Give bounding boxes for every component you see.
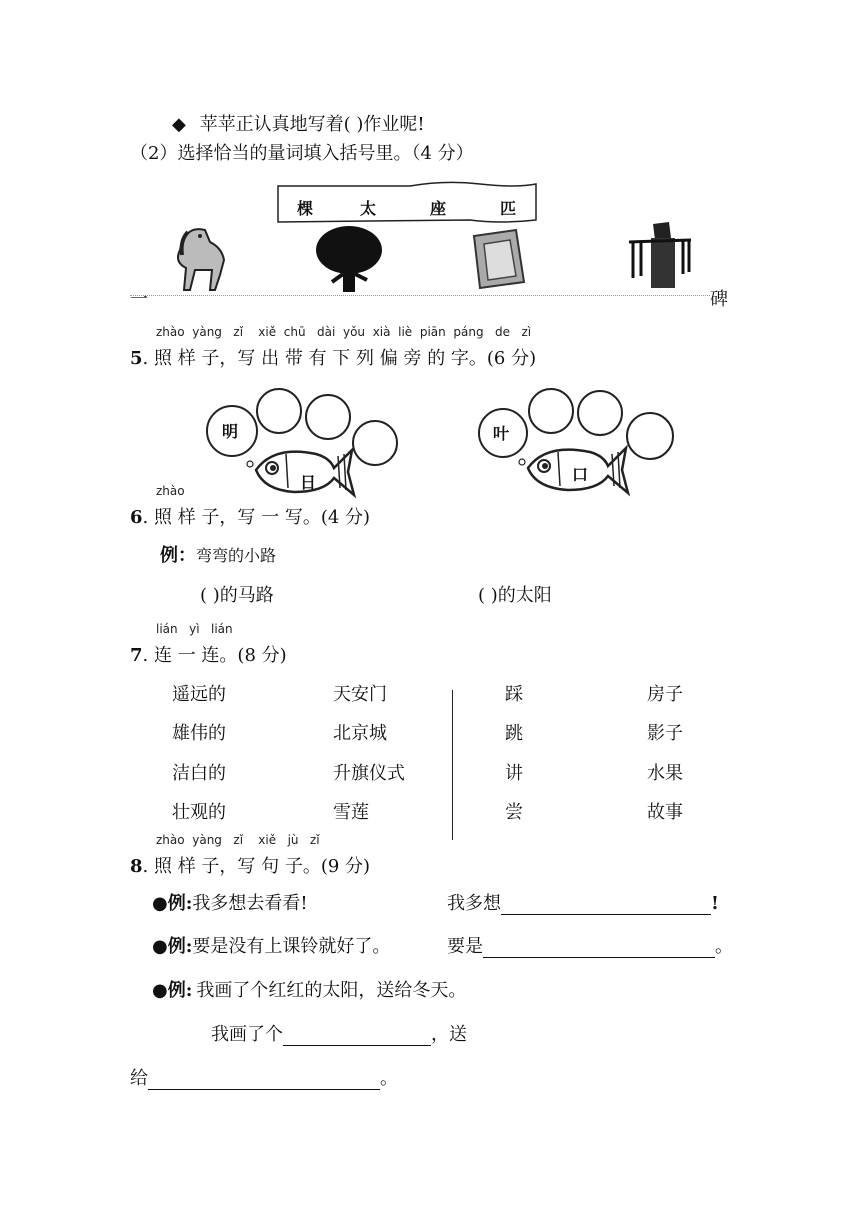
q8-answer-2[interactable]: 要是 。 — [447, 936, 733, 957]
q4-dash: 一 — [130, 289, 148, 310]
match-item[interactable]: 水果 — [647, 763, 683, 784]
match-item[interactable]: 跳 — [505, 723, 523, 744]
match-item[interactable]: 北京城 — [333, 723, 387, 744]
match-item[interactable]: 洁白的 — [172, 763, 226, 784]
q8-pinyin: zhào yàng zǐ xiě jù zǐ — [156, 833, 320, 847]
gate-picture — [625, 218, 695, 293]
match-item[interactable]: 天安门 — [333, 684, 387, 705]
q4-sub2-instruction: （2）选择恰当的量词填入括号里。（4 分） — [130, 143, 474, 164]
q8-answer-1[interactable]: 我多想 ! — [447, 893, 719, 914]
match-item[interactable]: 遥远的 — [172, 684, 226, 705]
box-word-3: 座 — [430, 199, 447, 218]
left-fish-char: 日 — [300, 473, 317, 492]
answer-circle[interactable] — [256, 388, 302, 434]
q8-example-1: ●例:我多想去看看! — [152, 893, 308, 914]
box-word-2: 太 — [360, 199, 377, 218]
match-item[interactable]: 雪莲 — [333, 802, 369, 823]
match-item[interactable]: 升旗仪式 — [333, 763, 405, 784]
q6-example: 例：弯弯的小路 — [160, 545, 277, 566]
q4-tail-char: 碑 — [710, 289, 728, 310]
tree-picture — [312, 222, 387, 297]
right-bubble-char: 叶 — [493, 424, 510, 443]
column-divider — [452, 690, 453, 840]
match-item[interactable]: 故事 — [647, 802, 683, 823]
q8-example-3: ●例: 我画了个红红的太阳，送给冬天。 — [152, 980, 467, 1001]
q8-heading: 8. 照 样 子，写 句 子。(9 分) — [130, 856, 371, 877]
q6-pinyin: zhào — [156, 484, 185, 498]
q6-heading: 6. 照 样 子，写 一 写。(4 分) — [130, 507, 371, 528]
q6-blank-1[interactable]: ( )的马路 — [200, 585, 274, 606]
match-item[interactable]: 讲 — [505, 763, 523, 784]
q4-answer-line — [130, 294, 710, 296]
q4-bullet-line — [172, 110, 425, 136]
q8-answer-3a[interactable]: 我画了个 ，送 — [211, 1024, 467, 1045]
match-item[interactable]: 房子 — [647, 684, 683, 705]
right-fish-char: 口 — [572, 465, 589, 484]
left-bubble-char: 明 — [222, 422, 239, 441]
answer-circle[interactable] — [305, 394, 351, 440]
q7-heading: 7. 连 一 连。(8 分) — [130, 645, 287, 666]
q8-example-2: ●例:要是没有上课铃就好了。 — [152, 936, 391, 957]
bullet: ◆ — [172, 114, 186, 135]
match-item[interactable]: 壮观的 — [172, 802, 226, 823]
q4-sentence: 苹苹正认真地写着( )作业呢! — [199, 114, 425, 135]
q6-blank-2[interactable]: ( )的太阳 — [478, 585, 552, 606]
q5-heading: 5. 照 样 子，写 出 带 有 下 列 偏 旁 的 字。(6 分) — [130, 348, 537, 369]
answer-circle[interactable] — [577, 390, 623, 436]
q7-pinyin: lián yì lián — [156, 622, 233, 636]
answer-circle[interactable] — [528, 388, 574, 434]
match-item[interactable]: 踩 — [505, 684, 523, 705]
box-word-1: 棵 — [297, 199, 314, 218]
q8-answer-3b[interactable]: 给 。 — [130, 1068, 398, 1089]
match-item[interactable]: 雄伟的 — [172, 723, 226, 744]
match-item[interactable]: 尝 — [505, 802, 523, 823]
box-word-4: 匹 — [500, 199, 517, 218]
q5-pinyin: zhào yàng zǐ xiě chū dài yǒu xià liè piān páng de zì — [156, 325, 532, 339]
match-item[interactable]: 影子 — [647, 723, 683, 744]
tablet-picture — [466, 226, 531, 294]
horse-picture — [160, 220, 235, 295]
